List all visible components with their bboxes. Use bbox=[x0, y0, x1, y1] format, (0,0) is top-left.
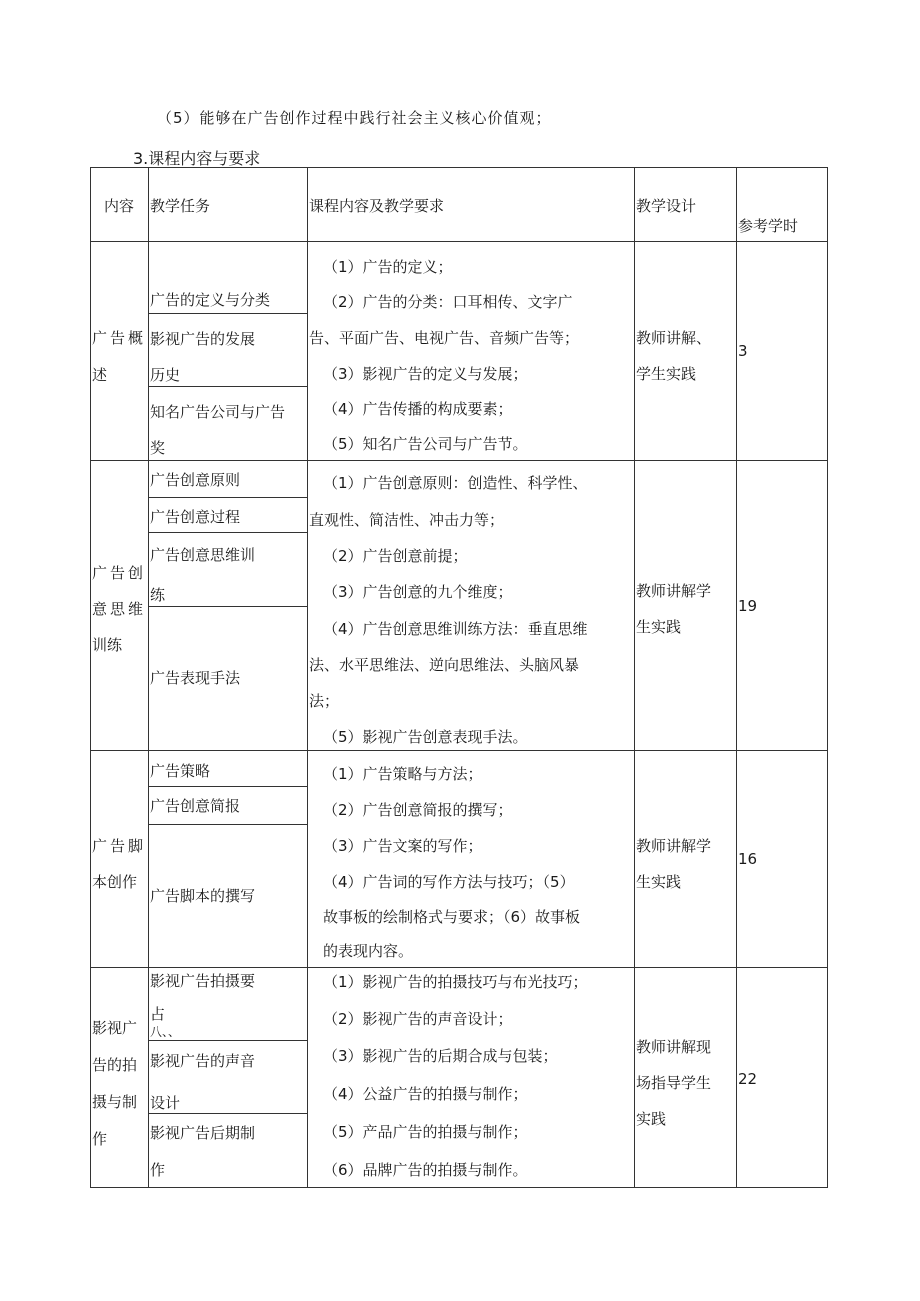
requirement-line: 法、水平思维法、逆向思维法、头脑风暴 bbox=[309, 656, 580, 674]
header-hours: 参考学时 bbox=[738, 217, 799, 235]
content-cell-line: 作 bbox=[92, 1130, 108, 1148]
task-cell-line: 广告创意思维训 bbox=[150, 546, 256, 564]
content-cell-line: 本创作 bbox=[92, 873, 138, 891]
content-cell-line: 摄与制 bbox=[92, 1093, 138, 1111]
task-cell-line: 广告表现手法 bbox=[150, 669, 241, 687]
hours-cell: 19 bbox=[738, 597, 758, 615]
requirement-line: （5）知名广告公司与广告节。 bbox=[323, 435, 528, 453]
header-requirements: 课程内容及教学要求 bbox=[309, 197, 445, 215]
requirement-line: （3）广告创意的九个维度； bbox=[323, 583, 513, 601]
requirement-line: （3）广告文案的写作； bbox=[323, 837, 483, 855]
requirement-line: （1）广告策略与方法； bbox=[323, 765, 483, 783]
requirement-line: （3）影视广告的定义与发展； bbox=[323, 365, 528, 383]
task-cell-line: 广告创意简报 bbox=[150, 797, 241, 815]
requirement-line: （1）广告创意原则：创造性、科学性、 bbox=[323, 474, 588, 492]
requirement-line: （4）广告传播的构成要素； bbox=[323, 400, 513, 418]
content-cell-line: 广告脚 bbox=[92, 837, 147, 855]
requirement-line: 故事板的绘制格式与要求；（6）故事板 bbox=[323, 908, 581, 926]
section-title: 3.课程内容与要求 bbox=[133, 149, 261, 168]
content-cell-line: 广告创 bbox=[92, 564, 147, 582]
task-cell-line: 影视广告的发展 bbox=[150, 330, 256, 348]
requirement-line: （4）公益广告的拍摄与制作； bbox=[323, 1085, 528, 1103]
header-content: 内容 bbox=[104, 197, 135, 215]
task-cell-line: 八、、 bbox=[150, 1025, 181, 1039]
design-cell-line: 教师讲解学 bbox=[636, 837, 712, 855]
task-cell-line: 广告的定义与分类 bbox=[150, 291, 271, 309]
requirement-line: （4）广告词的写作方法与技巧；（5） bbox=[323, 873, 575, 891]
task-cell-line: 历史 bbox=[150, 366, 181, 384]
task-cell-line: 影视广告拍摄要 bbox=[150, 972, 256, 990]
task-cell-line: 占 bbox=[150, 1005, 166, 1023]
requirement-line: （5）产品广告的拍摄与制作； bbox=[323, 1123, 528, 1141]
requirement-line: （2）广告创意前提； bbox=[323, 547, 468, 565]
requirement-line: （2）广告的分类：口耳相传、文字广 bbox=[323, 293, 573, 311]
content-cell-line: 广告概 bbox=[92, 329, 147, 347]
intro-line: （5）能够在广告创作过程中践行社会主义核心价值观； bbox=[157, 109, 552, 127]
design-cell-line: 教师讲解、 bbox=[636, 329, 712, 347]
task-cell-line: 奖 bbox=[150, 439, 166, 457]
requirement-line: （6）品牌广告的拍摄与制作。 bbox=[323, 1161, 528, 1179]
header-design: 教学设计 bbox=[636, 197, 697, 215]
requirement-line: 告、平面广告、电视广告、音频广告等； bbox=[309, 329, 580, 347]
requirement-line: 直观性、简洁性、冲击力等； bbox=[309, 511, 505, 529]
hours-cell: 22 bbox=[738, 1070, 758, 1088]
course-content-table bbox=[90, 167, 828, 1188]
task-cell-line: 知名广告公司与广告 bbox=[150, 403, 286, 421]
design-cell-line: 生实践 bbox=[636, 618, 682, 636]
task-cell-line: 广告创意原则 bbox=[150, 471, 241, 489]
content-cell-line: 意思维 bbox=[92, 600, 147, 618]
task-cell-line: 影视广告后期制 bbox=[150, 1124, 256, 1142]
requirement-line: 的表现内容。 bbox=[323, 942, 414, 960]
requirement-line: （4）广告创意思维训练方法：垂直思维 bbox=[323, 620, 588, 638]
hours-cell: 16 bbox=[738, 850, 758, 868]
task-cell-line: 广告脚本的撰写 bbox=[150, 887, 256, 905]
design-cell-line: 教师讲解现 bbox=[636, 1038, 712, 1056]
requirement-line: （1）影视广告的拍摄技巧与布光技巧； bbox=[323, 973, 588, 991]
design-cell-line: 实践 bbox=[636, 1110, 667, 1128]
task-cell-line: 广告策略 bbox=[150, 762, 211, 780]
content-cell-line: 影视广 bbox=[92, 1019, 138, 1037]
content-cell-line: 告的拍 bbox=[92, 1056, 138, 1074]
requirement-line: （1）广告的定义； bbox=[323, 258, 453, 276]
requirement-line: （3）影视广告的后期合成与包装； bbox=[323, 1047, 558, 1065]
requirement-line: 法； bbox=[309, 692, 340, 710]
task-cell-line: 设计 bbox=[150, 1094, 181, 1112]
task-cell-line: 广告创意过程 bbox=[150, 508, 241, 526]
task-cell-line: 作 bbox=[150, 1161, 166, 1179]
requirement-line: （2）广告创意简报的撰写； bbox=[323, 801, 513, 819]
task-cell-line: 练 bbox=[150, 586, 166, 604]
requirement-line: （5）影视广告创意表现手法。 bbox=[323, 728, 528, 746]
header-task: 教学任务 bbox=[150, 197, 211, 215]
design-cell-line: 学生实践 bbox=[636, 365, 697, 383]
design-cell-line: 生实践 bbox=[636, 873, 682, 891]
content-cell-line: 训练 bbox=[92, 636, 123, 654]
content-cell-line: 述 bbox=[92, 366, 108, 384]
design-cell-line: 场指导学生 bbox=[636, 1074, 712, 1092]
task-cell-line: 影视广告的声音 bbox=[150, 1052, 256, 1070]
requirement-line: （2）影视广告的声音设计； bbox=[323, 1010, 513, 1028]
hours-cell: 3 bbox=[738, 342, 748, 360]
design-cell-line: 教师讲解学 bbox=[636, 582, 712, 600]
